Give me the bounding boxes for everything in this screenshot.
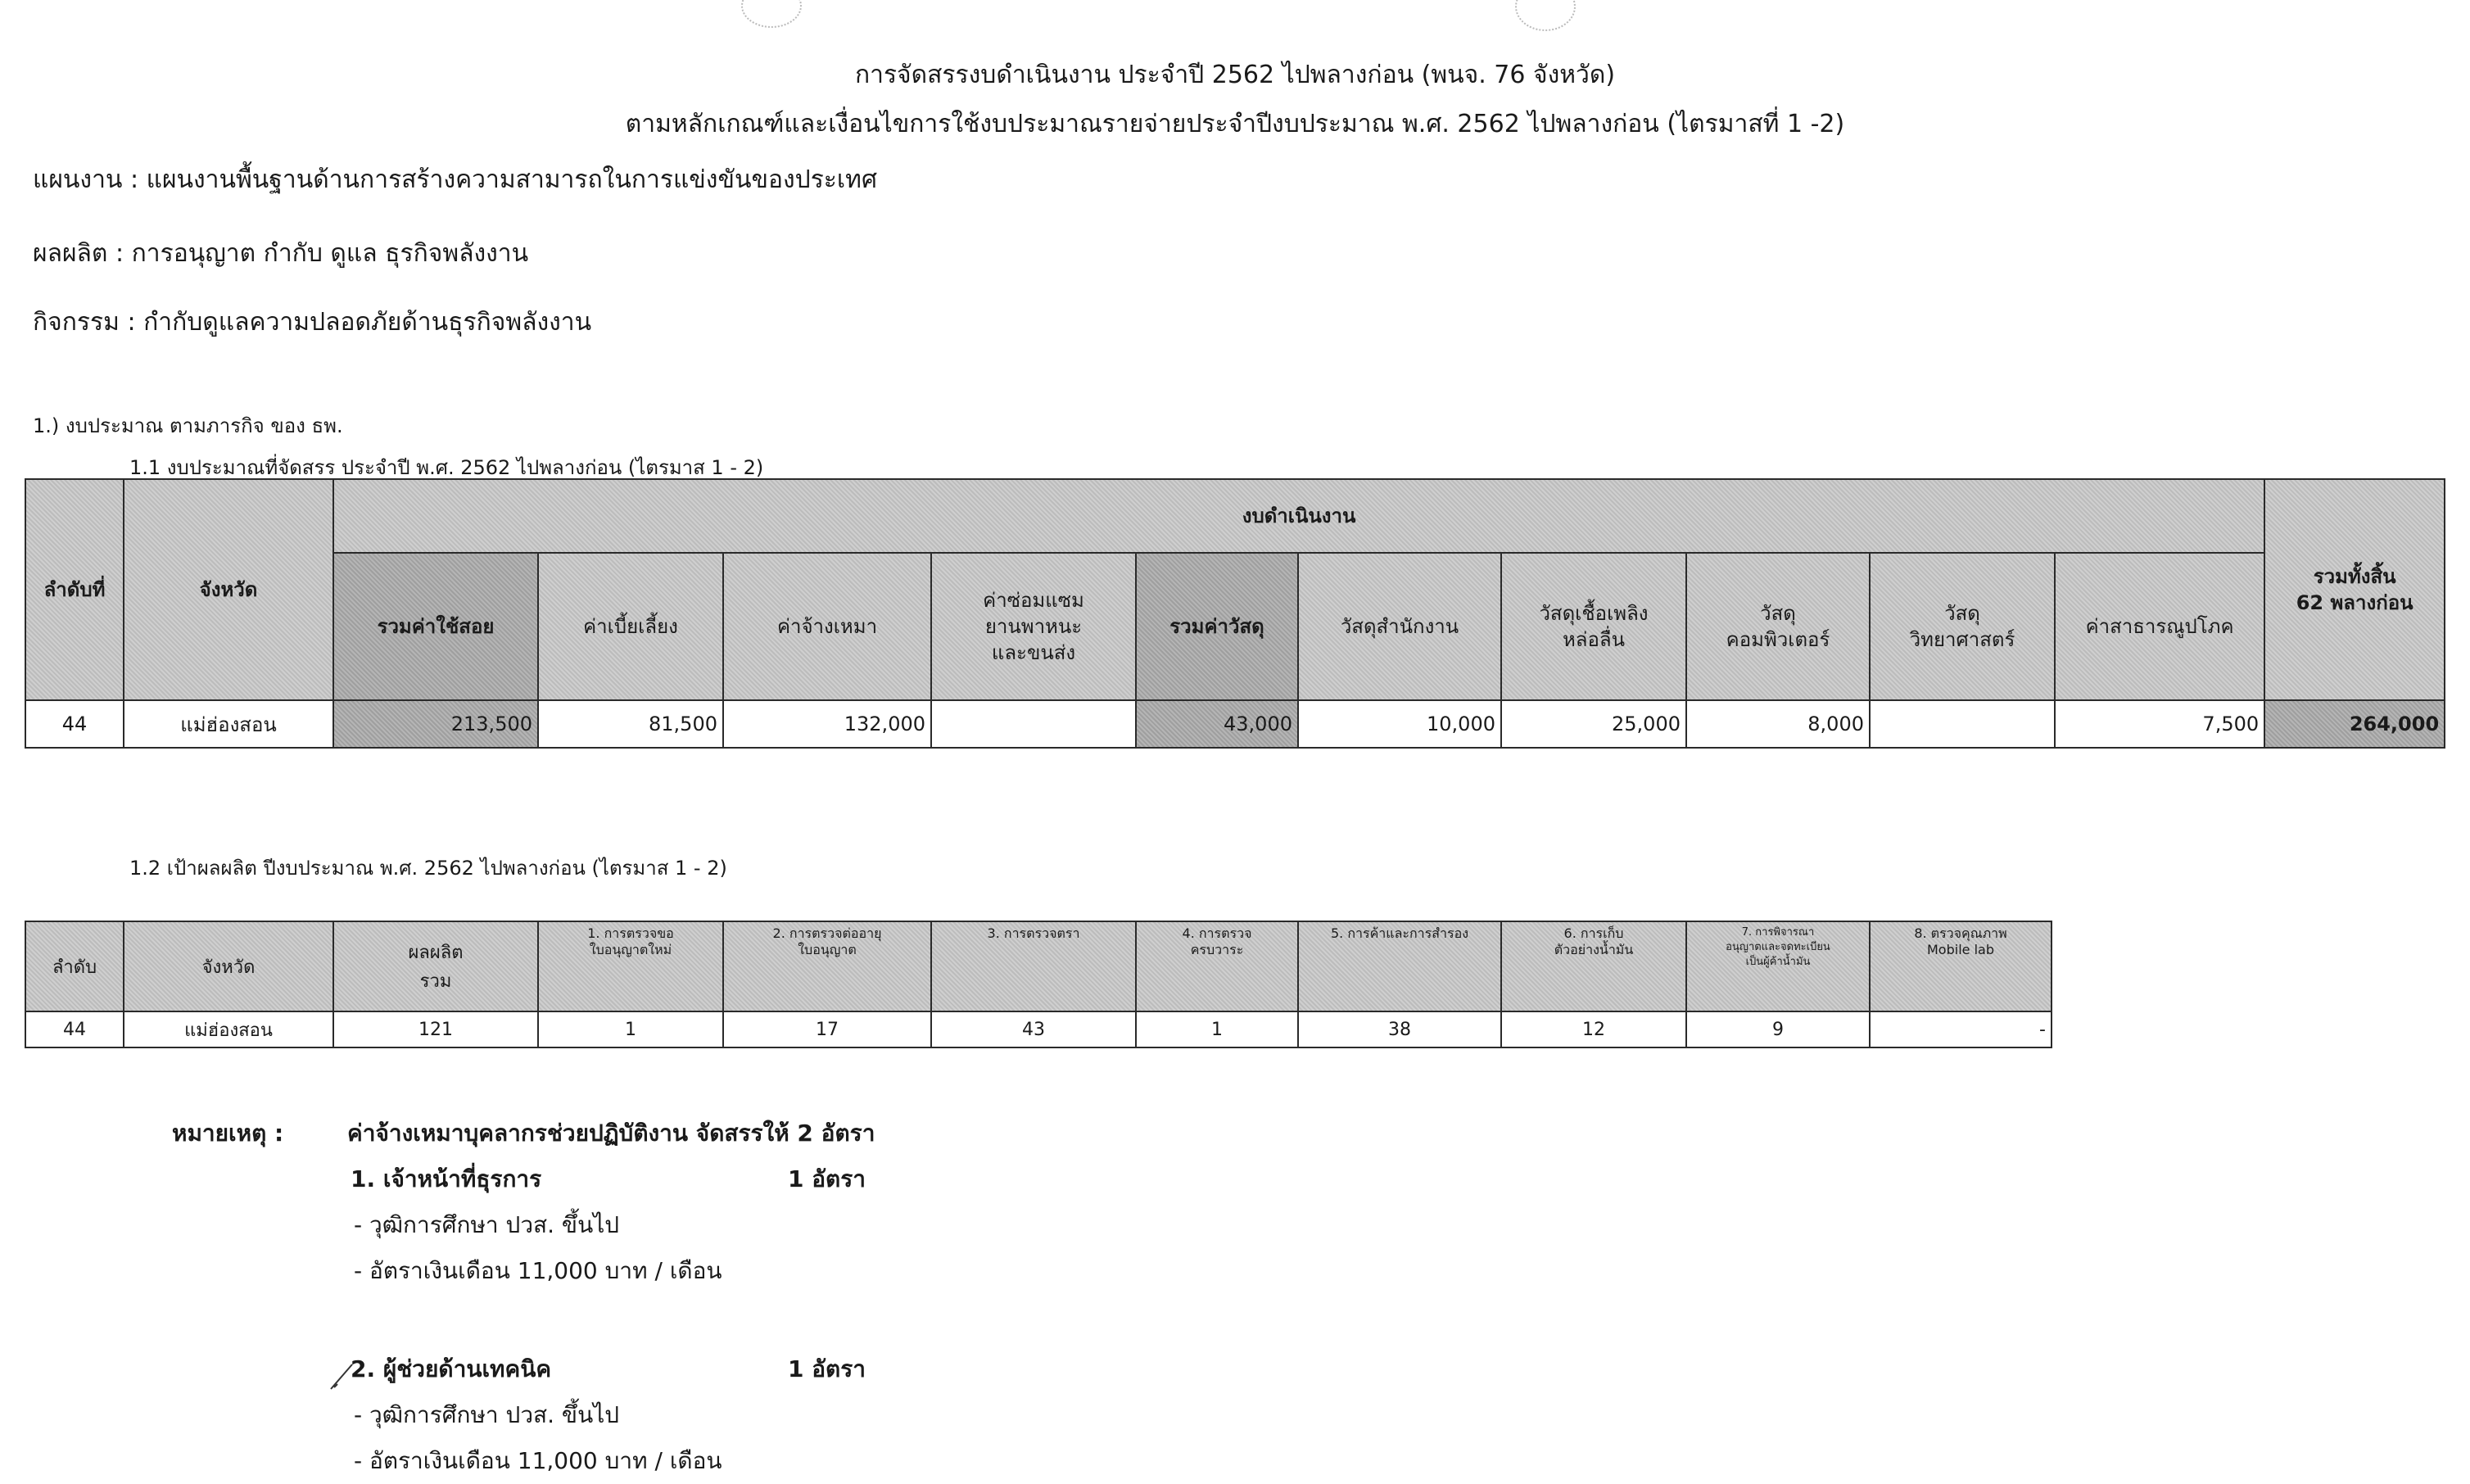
cell-oil-sample: 12 [1501, 1011, 1686, 1047]
cell-province: แม่ฮ่องสอน [124, 1011, 333, 1047]
cell-hire: 132,000 [723, 700, 931, 748]
header-computer: วัสดุ คอมพิวเตอร์ [1686, 553, 1870, 700]
cell-grand-total: 264,000 [2264, 700, 2445, 748]
scan-mark-right [1515, 0, 1576, 31]
header-grand-total: รวมทั้งสิ้น 62 พลางก่อน [2264, 479, 2445, 700]
header-fuel: วัสดุเชื้อเพลิง หล่อลื่น [1501, 553, 1686, 700]
cell-trade-reserve: 38 [1298, 1011, 1501, 1047]
header-oil-sample: 6. การเก็บ ตัวอย่างน้ำมัน [1501, 921, 1686, 1011]
cell-renewal: 17 [723, 1011, 931, 1047]
note-position-1-title: 1. เจ้าหน้าที่ธุรการ [351, 1165, 542, 1192]
header-province: จังหวัด [124, 921, 333, 1011]
plan-line: แผนงาน : แผนงานพื้นฐานด้านการสร้างความสามารถในการแข่งขันของประเทศ [33, 165, 877, 194]
header-trade-reserve: 5. การค้าและการสำรอง [1298, 921, 1501, 1011]
note-position-1-salary: - อัตราเงินเดือน 11,000 บาท / เดือน [354, 1257, 722, 1284]
note-label: หมายเหตุ : [172, 1120, 284, 1147]
header-operating-budget: งบดำเนินงาน [333, 479, 2264, 553]
header-mobile-lab: 8. ตรวจคุณภาพ Mobile lab [1870, 921, 2052, 1011]
cell-new-license: 1 [538, 1011, 723, 1047]
cell-computer: 8,000 [1686, 700, 1870, 748]
cell-utility: 7,500 [2055, 700, 2264, 748]
document-title-2: ตามหลักเกณฑ์และเงื่อนไขการใช้งบประมาณรายจ่ายประจำปีงบประมาณ พ.ศ. 2562 ไปพลางก่อน (ไตรมาสที่ 1 -2) [625, 110, 1845, 138]
note-position-2-salary: - อัตราเงินเดือน 11,000 บาท / เดือน [354, 1447, 722, 1474]
cell-allowance: 81,500 [538, 700, 723, 748]
note-position-1-education: - วุฒิการศึกษา ปวส. ขึ้นไป [354, 1211, 620, 1238]
header-no: ลำดับ [25, 921, 124, 1011]
cell-science [1870, 700, 2055, 748]
cell-no: 44 [25, 1011, 124, 1047]
cell-mobile-lab: - [1870, 1011, 2052, 1047]
cell-repair [931, 700, 1136, 748]
note-heading: ค่าจ้างเหมาบุคลากรช่วยปฏิบัติงาน จัดสรรให้ 2 อัตรา [347, 1120, 875, 1147]
cell-output-total: 121 [333, 1011, 538, 1047]
pen-mark-icon [328, 1360, 360, 1392]
header-no: ลำดับที่ [25, 479, 124, 700]
note-position-2-education: - วุฒิการศึกษา ปวส. ขึ้นไป [354, 1401, 620, 1428]
note-position-1-count: 1 อัตรา [788, 1165, 866, 1192]
header-output-total: ผลผลิต รวม [333, 921, 538, 1011]
header-new-license: 1. การตรวจขอ ใบอนุญาตใหม่ [538, 921, 723, 1011]
cell-inspection: 43 [931, 1011, 1136, 1047]
header-utility: ค่าสาธารณูปโภค [2055, 553, 2264, 700]
cell-no: 44 [25, 700, 124, 748]
scan-mark-left [741, 0, 802, 28]
header-total-expense: รวมค่าใช้สอย [333, 553, 538, 700]
header-total-material: รวมค่าวัสดุ [1136, 553, 1298, 700]
header-hire: ค่าจ้างเหมา [723, 553, 931, 700]
cell-trader-registration: 9 [1686, 1011, 1870, 1047]
table-row [25, 700, 2445, 748]
cell-periodic: 1 [1136, 1011, 1298, 1047]
cell-total-expense: 213,500 [333, 700, 538, 748]
header-repair: ค่าซ่อมแซม ยานพาหนะ และขนส่ง [931, 553, 1136, 700]
output-target-table [25, 921, 2052, 1048]
header-province: จังหวัด [124, 479, 333, 700]
cell-total-material: 43,000 [1136, 700, 1298, 748]
note-position-2-count: 1 อัตรา [788, 1355, 866, 1382]
table-row [25, 1011, 2052, 1047]
budget-table [25, 478, 2445, 749]
cell-province: แม่ฮ่องสอน [124, 700, 333, 748]
document-title-1: การจัดสรรงบดำเนินงาน ประจำปี 2562 ไปพลางก่อน (พนจ. 76 จังหวัด) [854, 61, 1616, 89]
header-renewal: 2. การตรวจต่ออายุ ใบอนุญาต [723, 921, 931, 1011]
section1-title: 1.) งบประมาณ ตามภารกิจ ของ ธพ. [33, 414, 343, 437]
header-allowance: ค่าเบี้ยเลี้ยง [538, 553, 723, 700]
header-periodic: 4. การตรวจ ครบวาระ [1136, 921, 1298, 1011]
cell-fuel: 25,000 [1501, 700, 1686, 748]
section2-subtitle: 1.2 เป้าผลผลิต ปีงบประมาณ พ.ศ. 2562 ไปพลางก่อน (ไตรมาส 1 - 2) [129, 857, 727, 880]
header-inspection: 3. การตรวจตรา [931, 921, 1136, 1011]
header-science: วัสดุ วิทยาศาสตร์ [1870, 553, 2055, 700]
header-trader-registration: 7. การพิจารณา อนุญาตและจดทะเบียน เป็นผู้ค้าน้ำมัน [1686, 921, 1870, 1011]
header-office: วัสดุสำนักงาน [1298, 553, 1501, 700]
cell-office: 10,000 [1298, 700, 1501, 748]
section1-subtitle: 1.1 งบประมาณที่จัดสรร ประจำปี พ.ศ. 2562 ไปพลางก่อน (ไตรมาส 1 - 2) [129, 456, 764, 479]
note-position-2-title: 2. ผู้ช่วยด้านเทคนิค [351, 1355, 552, 1382]
output-line: ผลผลิต : การอนุญาต กำกับ ดูแล ธุรกิจพลังงาน [33, 239, 529, 268]
activity-line: กิจกรรม : กำกับดูแลความปลอดภัยด้านธุรกิจพลังงาน [33, 308, 592, 337]
